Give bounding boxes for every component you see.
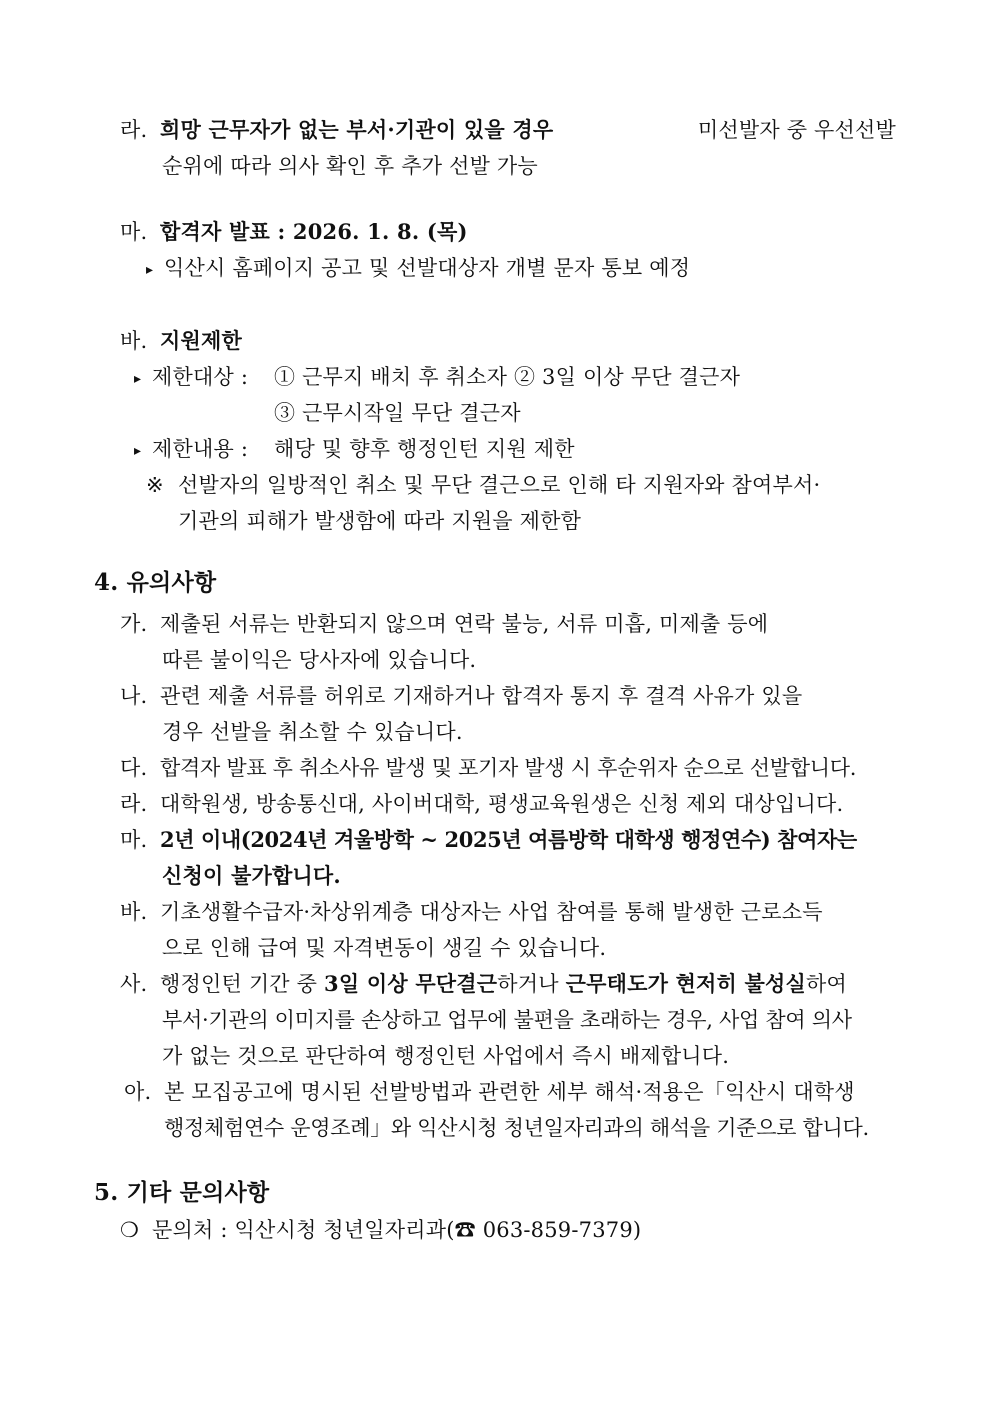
note-na-line1: 관련 제출 서류를 허위로 기재하거나 합격자 통지 후 결격 사유가 있을 <box>160 684 803 708</box>
bullet-triangle-icon: ▸ <box>134 371 142 387</box>
note-na-marker: 나. <box>120 684 148 708</box>
item-ra-rest: 미선발자 중 우선선발 <box>697 118 896 142</box>
item-ba-marker: 바. <box>120 329 148 353</box>
reference-mark-icon: ※ <box>146 473 164 497</box>
note-ga-marker: 가. <box>120 612 148 636</box>
note-a-line2: 행정체험연수 운영조례」와 익산시청 청년일자리과의 해석을 기준으로 합니다. <box>164 1116 869 1140</box>
restriction-target-label: 제한대상 : <box>152 365 249 389</box>
restriction-target-1: ① 근무지 배치 후 취소자 ② 3일 이상 무단 결근자 <box>274 365 741 389</box>
item-ma-sub: 익산시 홈페이지 공고 및 선발대상자 개별 문자 통보 예정 <box>164 256 691 280</box>
note-ma-line1: 2년 이내(2024년 겨울방학 ~ 2025년 여름방학 대학생 행정연수) 참여자는 <box>160 827 857 852</box>
restriction-content: 해당 및 향후 행정인턴 지원 제한 <box>274 437 575 461</box>
note-da-line1: 합격자 발표 후 취소사유 발생 및 포기자 발생 시 후순위자 순으로 선발합니다. <box>160 756 857 780</box>
note-ma-marker: 마. <box>120 828 148 852</box>
item-ma-marker: 마. <box>120 220 148 244</box>
note-sa-text-3: 하여 <box>806 972 847 996</box>
contact-line <box>152 1216 641 1244</box>
note-na-line2: 경우 선발을 취소할 수 있습니다. <box>162 720 463 744</box>
note-sa-bold-2: 근무태도가 현저히 불성실 <box>565 971 806 996</box>
note-ra-line1: 대학원생, 방송통신대, 사이버대학, 평생교육원생은 신청 제외 대상입니다. <box>160 792 844 816</box>
note-sa-text-1: 행정인턴 기간 중 <box>160 972 325 996</box>
note-a-marker: 아. <box>124 1080 152 1104</box>
section-5-title: 5. 기타 문의사항 <box>94 1179 270 1206</box>
circle-bullet-icon: ❍ <box>120 1218 140 1242</box>
item-ra-line2: 순위에 따라 의사 확인 후 추가 선발 가능 <box>162 154 538 178</box>
section-4-title: 4. 유의사항 <box>94 569 217 596</box>
note-ba-line2: 으로 인해 급여 및 자격변동이 생길 수 있습니다. <box>162 936 607 960</box>
restriction-note-line1: 선발자의 일방적인 취소 및 무단 결근으로 인해 타 지원자와 참여부서· <box>178 473 821 497</box>
restriction-content-label: 제한내용 : <box>152 437 249 461</box>
note-sa-line1 <box>160 970 847 998</box>
note-sa-line2: 부서·기관의 이미지를 손상하고 업무에 불편을 초래하는 경우, 사업 참여 의사 <box>162 1008 852 1032</box>
contact-phone: 063-859-7379) <box>475 1218 642 1242</box>
restriction-target-2: ③ 근무시작일 무단 결근자 <box>274 401 521 425</box>
note-da-marker: 다. <box>120 756 148 780</box>
note-ga-line1: 제출된 서류는 반환되지 않으며 연락 불능, 서류 미흡, 미제출 등에 <box>160 612 769 636</box>
note-ba-line1: 기초생활수급자·차상위계층 대상자는 사업 참여를 통해 발생한 근로소득 <box>160 900 823 924</box>
bullet-triangle-icon: ▸ <box>134 443 142 459</box>
item-ra-marker: 라. <box>120 118 148 142</box>
restriction-note-line2: 기관의 피해가 발생함에 따라 지원을 제한함 <box>178 509 582 533</box>
note-ra-marker: 라. <box>120 792 148 816</box>
item-ra-line1 <box>160 116 896 144</box>
note-sa-line3: 가 없는 것으로 판단하여 행정인턴 사업에서 즉시 배제합니다. <box>162 1044 730 1068</box>
phone-icon: ☎ <box>454 1218 476 1242</box>
item-ba-title: 지원제한 <box>160 328 242 353</box>
contact-label: 문의처 : 익산시청 청년일자리과( <box>152 1218 455 1242</box>
note-ba-marker: 바. <box>120 900 148 924</box>
note-sa-bold-1: 3일 이상 무단결근 <box>324 971 498 996</box>
item-ma-title: 합격자 발표 : 2026. 1. 8. (목) <box>160 219 468 244</box>
bullet-triangle-icon: ▸ <box>146 262 154 278</box>
note-sa-marker: 사. <box>120 972 148 996</box>
note-ma-line2: 신청이 불가합니다. <box>162 863 341 888</box>
note-sa-text-2: 하거나 <box>497 972 566 996</box>
note-a-line1: 본 모집공고에 명시된 선발방법과 관련한 세부 해석·적용은「익산시 대학생 <box>164 1080 855 1104</box>
item-ra-bold: 희망 근무자가 없는 부서·기관이 있을 경우 <box>160 117 554 142</box>
note-ga-line2: 따른 불이익은 당사자에 있습니다. <box>162 648 477 672</box>
